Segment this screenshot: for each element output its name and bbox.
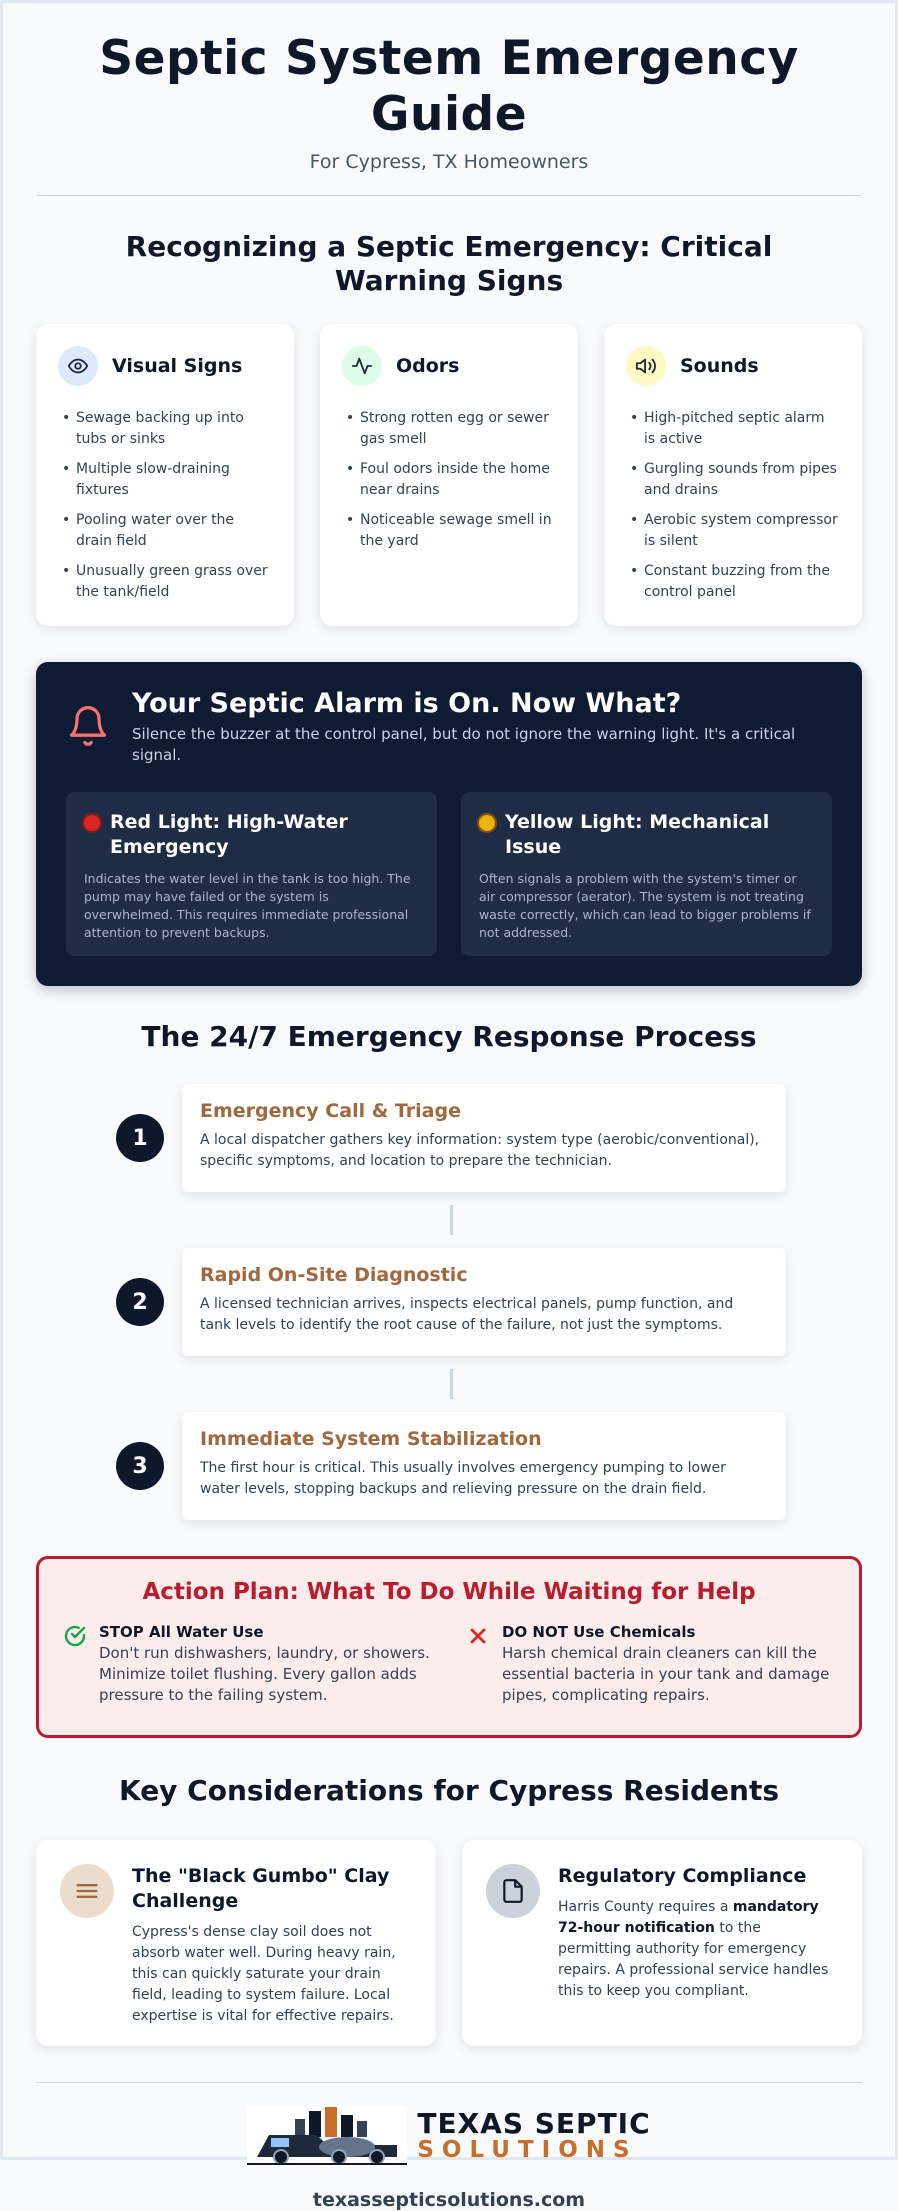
list-item: • Noticeable sewage smell in the yard: [342, 510, 556, 552]
action-item-text: Harsh chemical drain cleaners can kill the essential bacteria in your tank and damage pipes, complicating repairs.: [502, 1644, 830, 1704]
card-title: Sounds: [680, 355, 759, 377]
process-title: The 24/7 Emergency Response Process: [141, 1020, 757, 1053]
list-item: • Aerobic system compressor is silent: [626, 510, 840, 552]
header: [36, 3, 862, 173]
step-text: A licensed technician arrives, inspects electrical panels, pump function, and tank levels to identify the root cause of the failure, not just the symptoms.: [200, 1296, 734, 1333]
footer-divider: [36, 2082, 862, 2083]
page-subtitle: For Cypress, TX Homeowners: [309, 151, 589, 173]
document-icon: [486, 1864, 540, 1918]
logo-truck-icon: [247, 2105, 407, 2167]
process-step: [116, 1412, 862, 1520]
action-plan: [36, 1556, 862, 1738]
logo-text-solutions: SOLUTIONS: [417, 2137, 638, 2163]
list-item: • Foul odors inside the home near drains: [342, 459, 556, 501]
red-light-box: [66, 792, 437, 956]
action-item-title: DO NOT Use Chemicals: [502, 1623, 696, 1641]
list-item: • Multiple slow-draining fixtures: [58, 459, 272, 501]
odors-card: [320, 324, 578, 626]
red-light-icon: [84, 815, 100, 831]
card-text: Harris County requires a mandatory 72-hour notification to the permitting authority for emergency repairs. A professional service handles this to keep you compliant.: [558, 1899, 829, 1999]
yellow-light-icon: [479, 815, 495, 831]
check-circle-icon: [63, 1624, 87, 1706]
warning-signs-section: [36, 230, 862, 626]
list-item: • Unusually green grass over the tank/field: [58, 561, 272, 603]
logo-text-texas: TEXAS: [417, 2107, 535, 2140]
x-icon: [466, 1624, 490, 1706]
list-item: • Strong rotten egg or sewer gas smell: [342, 408, 556, 450]
step-title: Rapid On-Site Diagnostic: [200, 1264, 468, 1286]
step-connector: [450, 1369, 453, 1399]
considerations-title: Key Considerations for Cypress Residents: [118, 1774, 779, 1807]
yellow-light-text: Often signals a problem with the system's timer or air compressor (aerator). The system is not treating waste correctly, which can lead to bigger problems if not addressed.: [479, 871, 811, 940]
regulatory-card: [462, 1840, 862, 2046]
step-number: 2: [116, 1278, 164, 1326]
red-light-title: Red Light: High-Water Emergency: [110, 811, 348, 858]
page-title: Septic System Emergency Guide: [99, 31, 799, 142]
list-item: • Constant buzzing from the control panel: [626, 561, 840, 603]
considerations-section: [36, 1774, 862, 2046]
action-item: [466, 1623, 835, 1706]
card-title: Odors: [396, 355, 460, 377]
card-title: Regulatory Compliance: [558, 1865, 807, 1887]
alarm-title: Your Septic Alarm is On. Now What?: [132, 688, 682, 719]
list-item: • Sewage backing up into tubs or sinks: [58, 408, 272, 450]
clay-challenge-card: [36, 1840, 436, 2046]
eye-icon: [58, 346, 98, 386]
header-divider: [36, 195, 862, 196]
step-title: Emergency Call & Triage: [200, 1100, 461, 1122]
speaker-icon: [626, 346, 666, 386]
process-step: [116, 1084, 862, 1192]
alarm-text: Silence the buzzer at the control panel, but do not ignore the warning light. It's a critical signal.: [132, 725, 796, 764]
alarm-panel: [36, 662, 862, 986]
action-plan-title: Action Plan: What To Do While Waiting for Help: [142, 1579, 756, 1605]
action-item-title: STOP All Water Use: [99, 1623, 264, 1641]
step-number: 3: [116, 1442, 164, 1490]
website-link[interactable]: texassepticsolutions.com: [312, 2189, 586, 2211]
step-number: 1: [116, 1114, 164, 1162]
yellow-light-box: [461, 792, 832, 956]
yellow-light-title: Yellow Light: Mechanical Issue: [505, 811, 770, 858]
step-text: A local dispatcher gathers key information: system type (aerobic/conventional), specific symptoms, and location to prepare the technician.: [200, 1132, 760, 1169]
process-section: [36, 1020, 862, 1520]
step-title: Immediate System Stabilization: [200, 1428, 542, 1450]
card-title: Visual Signs: [112, 355, 243, 377]
footer: [36, 2105, 862, 2211]
step-text: The first hour is critical. This usually involves emergency pumping to lower water levels, stopping backups and relieving pressure on the drain field.: [200, 1460, 726, 1497]
activity-icon: [342, 346, 382, 386]
logo-text-septic: SEPTIC: [534, 2107, 651, 2140]
red-light-text: Indicates the water level in the tank is too high. The pump may have failed or the system is overwhelmed. This requires immediate professional attention to prevent backups.: [84, 871, 411, 940]
process-step: [116, 1248, 862, 1356]
warning-signs-title: Recognizing a Septic Emergency: Critical Warning Signs: [125, 230, 773, 297]
company-logo: [36, 2105, 862, 2167]
bell-icon: [66, 702, 110, 754]
list-item: • High-pitched septic alarm is active: [626, 408, 840, 450]
card-title: The "Black Gumbo" Clay Challenge: [132, 1865, 390, 1912]
action-item: [63, 1623, 432, 1706]
step-connector: [450, 1205, 453, 1235]
list-item: • Pooling water over the drain field: [58, 510, 272, 552]
action-item-text: Don't run dishwashers, laundry, or showers. Minimize toilet flushing. Every gallon adds pressure to the failing system.: [99, 1644, 430, 1704]
list-item: • Gurgling sounds from pipes and drains: [626, 459, 840, 501]
sounds-card: [604, 324, 862, 626]
card-text: Cypress's dense clay soil does not absorb water well. During heavy rain, this can quickly saturate your drain field, leading to system failure. Local expertise is vital for effective repairs.: [132, 1924, 396, 2024]
layers-icon: [60, 1864, 114, 1918]
visual-signs-card: [36, 324, 294, 626]
